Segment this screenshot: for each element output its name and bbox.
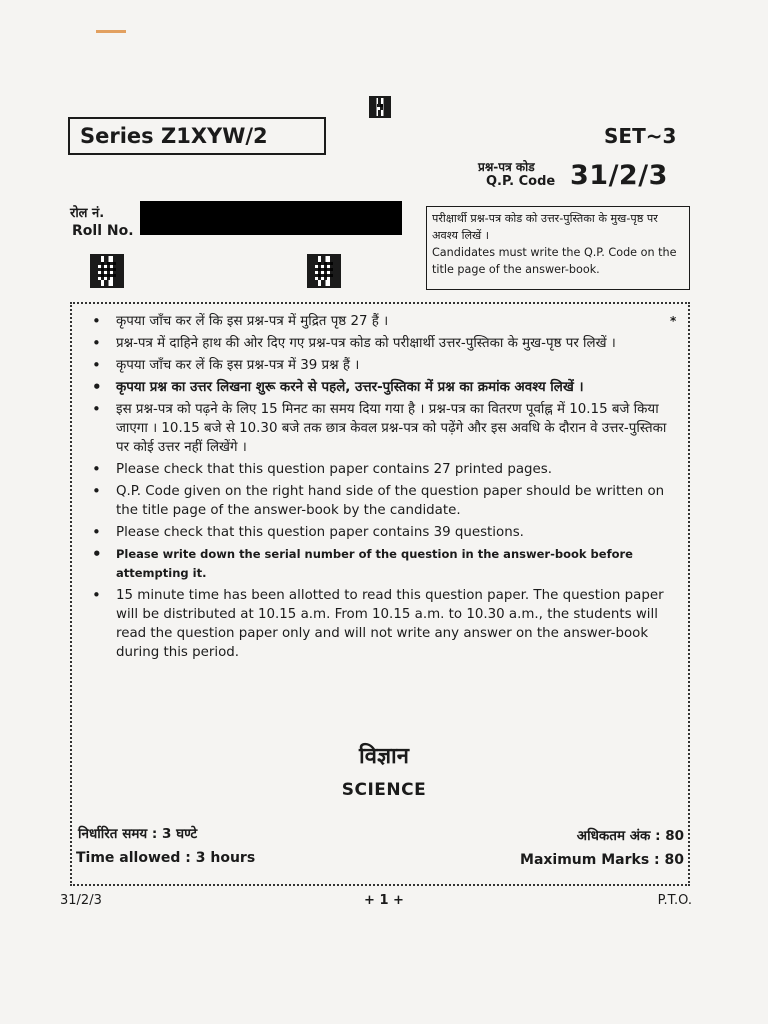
maximum-marks: Maximum Marks : 80 (520, 852, 684, 868)
notice-english: Candidates must write the Q.P. Code on the title page of the answer-book. (432, 246, 677, 276)
subject-title-hindi: विज्ञान (359, 744, 409, 769)
roll-no-redaction (140, 201, 402, 235)
pto-label: P.T.O. (657, 893, 692, 908)
time-allowed-hindi: निर्धारित समय : 3 घण्टे (78, 826, 198, 842)
instruction-item: • 15 minute time has been allotted to read this question paper. The question paper will be distributed at 10.15 a.m. From 10.15 a.m. to 10.30 a.m., the students will read the question paper only and will not write any answer on the answer-book during this period. (90, 586, 675, 662)
instruction-item: • कृपया जाँच कर लें कि इस प्रश्न-पत्र में मुद्रित पृष्ठ 27 हैं । (90, 312, 675, 331)
time-allowed: Time allowed : 3 hours (76, 850, 256, 866)
roll-no-label-hindi: रोल नं. (70, 206, 105, 221)
top-edge-mark (96, 30, 126, 33)
qp-code-label-hindi: प्रश्न-पत्र कोड (478, 160, 535, 174)
instruction-item: • इस प्रश्न-पत्र को पढ़ने के लिए 15 मिनट का समय दिया गया है । प्रश्न-पत्र का वितरण पूर्वाह्न में 10.15 बजे किया जाएगा । 10.15 बजे से 10.30 बजे तक छात्र केवल प्रश्न-पत्र को पढ़ेंगे और इस अवधि के दौरान वे उत्तर-पुस्तिका पर कोई उत्तर नहीं लिखेंगे । (90, 400, 675, 457)
instructions-list (90, 312, 675, 665)
set-label: SET~3 (604, 124, 677, 148)
instruction-item: • कृपया जाँच कर लें कि इस प्रश्न-पत्र में 39 प्रश्न हैं । (90, 356, 675, 375)
subject-title: SCIENCE (341, 780, 427, 800)
page-number: + 1 + (364, 893, 404, 908)
qp-code-label: Q.P. Code (486, 174, 556, 189)
instruction-item: • Please write down the serial number of the question in the answer-book before attempting it. (90, 545, 675, 583)
qr-code-icon (307, 254, 341, 288)
qr-code-icon (90, 254, 124, 288)
instruction-item: • Please check that this question paper contains 39 questions. (90, 523, 675, 542)
instruction-item: • Please check that this question paper contains 27 printed pages. (90, 460, 675, 479)
qr-code-icon (369, 96, 391, 118)
instruction-item: • प्रश्न-पत्र में दाहिने हाथ की ओर दिए गए प्रश्न-पत्र कोड को परीक्षार्थी उत्तर-पुस्तिका के मुख-पृष्ठ पर लिखें । (90, 334, 675, 353)
corner-star-mark: * (670, 314, 677, 328)
qp-code-value: 31/2/3 (570, 160, 668, 191)
instruction-item: • कृपया प्रश्न का उत्तर लिखना शुरू करने से पहले, उत्तर-पुस्तिका में प्रश्न का क्रमांक अवश्य लिखें । (90, 378, 675, 397)
footer-qp-code: 31/2/3 (60, 893, 102, 908)
instruction-item: • Q.P. Code given on the right hand side of the question paper should be written on the title page of the answer-book by the candidate. (90, 482, 675, 520)
notice-hindi: परीक्षार्थी प्रश्न-पत्र कोड को उत्तर-पुस्तिका के मुख-पृष्ठ पर अवश्य लिखें । (432, 212, 658, 242)
roll-no-label: Roll No. (72, 223, 134, 239)
maximum-marks-hindi: अधिकतम अंक : 80 (576, 828, 684, 844)
series-label: Series Z1XYW/2 (68, 117, 326, 155)
qp-code-notice (426, 206, 690, 290)
